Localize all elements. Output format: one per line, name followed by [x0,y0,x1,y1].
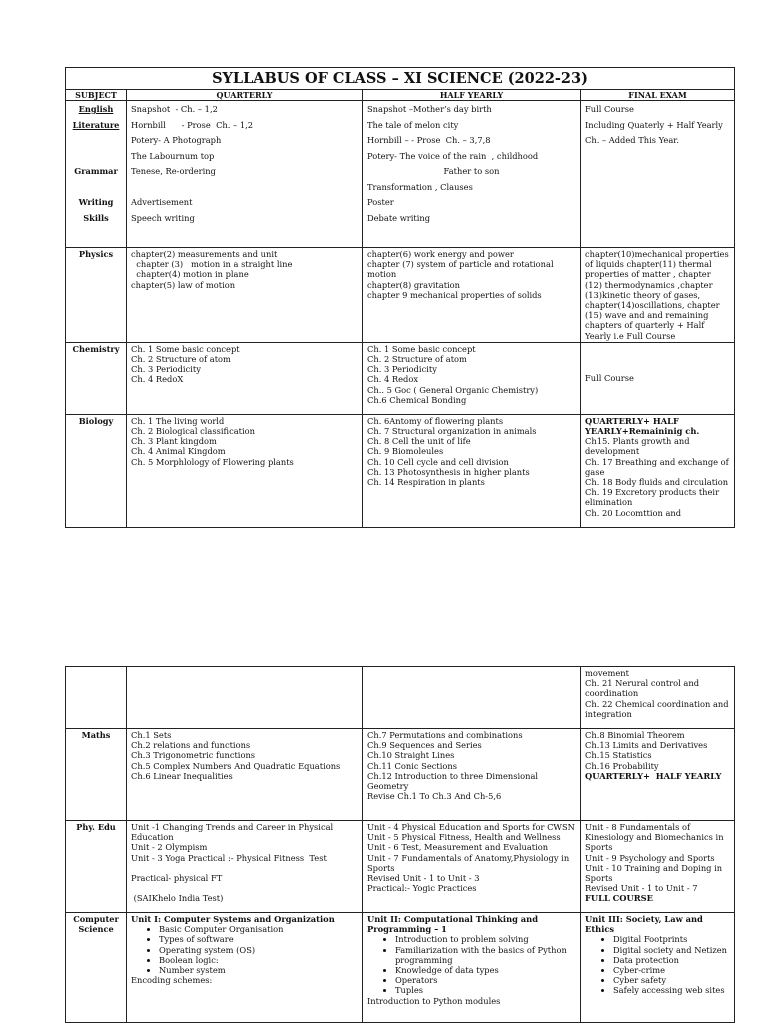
physics-half-yearly-cell: chapter(6) work energy and power chapter (7) system of particle and rotational motion chapter(8) gravitation chapter 9 mechanical properties of solids [363,248,581,343]
cs-final-list [585,934,730,995]
maths-final-cell: Ch.8 Binomial Theorem Ch.13 Limits and Derivatives Ch.15 Statistics Ch.16 Probability QUARTERLY+ HALF YEARLY [581,729,735,821]
list-item: • Operators [395,975,576,985]
biology-quarterly-cell: Ch. 1 The living world Ch. 2 Biological classification Ch. 3 Plant kingdom Ch. 4 Animal Kingdom Ch. 5 Morphlology of Flowering plants [127,414,363,527]
list-item: • Knowledge of data types [395,965,576,975]
biology-final-cell: QUARTERLY+ HALF YEARLY+Remaininig ch. Ch15. Plants growth and development Ch. 17 Breathing and exchange of gase Ch. 18 Body fluids and circulation Ch. 19 Excretory products their elimination Ch. 20 Locomttion and [581,414,735,527]
list-item: • Digital society and Netizen [613,945,730,955]
list-item: • Types of software [159,934,358,944]
cs-half-yearly-cell: Unit II: Computational Thinking and Programming – 1 • Introduction to problem solving • Familiarization with the basics of Python programming • Knowledge of data types • Operators • Tuples Introduction to Python modules [363,913,581,1023]
cs-half-yearly-list [367,934,576,995]
list-item: • Safely accessing web sites [613,985,730,995]
biology-subject-cell: Biology [66,414,127,527]
maths-half-yearly-cell: Ch.7 Permutations and combinations Ch.9 Sequences and Series Ch.10 Straight Lines Ch.11 Conic Sections Ch.12 Introduction to three Dimensional Geometry Revise Ch.1 To Ch.3 And Ch-5,6 [363,729,581,821]
list-item: • Cyber safety [613,975,730,985]
physics-subject-cell: Physics [66,248,127,343]
cs-quarterly-list [131,924,358,975]
list-item: • Cyber-crime [613,965,730,975]
row-phy-edu [66,821,735,913]
list-item: • Boolean logic: [159,955,358,965]
header-final-exam: FINAL EXAM [581,90,735,101]
row-computer-science [66,913,735,1023]
list-item: • Operating system (OS) [159,945,358,955]
chemistry-subject-cell: Chemistry [66,342,127,414]
cs-final-cell: Unit III: Society, Law and Ethics • Digital Footprints • Digital society and Netizen • Data protection • Cyber-crime • Cyber safety • Safely accessing web sites [581,913,735,1023]
cs-subject-cell: Computer Science [66,913,127,1023]
phyedu-quarterly-cell: Unit -1 Changing Trends and Career in Physical Education Unit - 2 Olympism Unit - 3 Yoga Practical :- Physical Fitness Test Practical- physical FT (SAIKhelo India Test) [127,821,363,913]
phyedu-final-cell: Unit - 8 Fundamentals of Kinesiology and Biomechanics in Sports Unit - 9 Psychology and Sports Unit - 10 Training and Doping in Sports Revised Unit - 1 to Unit - 7 FULL COURSE [581,821,735,913]
list-item: • Data protection [613,955,730,965]
row-biology [66,414,735,527]
header-quarterly: QUARTERLY [127,90,363,101]
row-biology-continued [66,667,735,729]
row-chemistry [66,342,735,414]
row-maths [66,729,735,821]
list-item: • Familiarization with the basics of Python programming [395,945,576,965]
phyedu-half-yearly-cell: Unit - 4 Physical Education and Sports for CWSN Unit - 5 Physical Fitness, Health and Wellness Unit - 6 Test, Measurement and Evaluation Unit - 7 Fundamentals of Anatomy,Physiology in Sports Revised Unit - 1 to Unit - 3 Practical:- Yogic Practices [363,821,581,913]
header-subject: SUBJECT [66,90,127,101]
row-english [66,101,735,248]
maths-quarterly-cell: Ch.1 Sets Ch.2 relations and functions Ch.3 Trigonometric functions Ch.5 Complex Numbers And Quadratic Equations Ch.6 Linear Inequalities [127,729,363,821]
english-quarterly-cell: Snapshot - Ch. – 1,2 Hornbill - Prose Ch. – 1,2 Potery- A Photograph The Labournum top Tenese, Re-ordering Advertisement Speech writing [127,101,363,248]
english-subject-cell: English Literature Grammar Writing Skills [66,101,127,248]
list-item: • Tuples [395,985,576,995]
cs-quarterly-cell: Unit I: Computer Systems and Organization • Basic Computer Organisation • Types of software • Operating system (OS) • Boolean logic: • Number system Encoding schemes: [127,913,363,1023]
page-title: SYLLABUS OF CLASS – XI SCIENCE (2022-23) [66,68,735,90]
physics-final-cell: chapter(10)mechanical properties of liquids chapter(11) thermal properties of matter , chapter (12) thermodynamics ,chapter (13)kinetic theory of gases, chapter(14)oscillations, chapter (15) wave and and remaining chapters of quarterly + Half Yearly i.e Full Course [581,248,735,343]
row-physics [66,248,735,343]
chemistry-half-yearly-cell: Ch. 1 Some basic concept Ch. 2 Structure of atom Ch. 3 Periodicity Ch. 4 Redox Ch.. 5 Goc ( General Organic Chemistry) Ch.6 Chemical Bonding [363,342,581,414]
list-item: • Number system [159,965,358,975]
list-item: • Basic Computer Organisation [159,924,358,934]
biology-final-cont-cell: movement Ch. 21 Nerural control and coordination Ch. 22 Chemical coordination and integration [581,667,735,729]
chemistry-quarterly-cell: Ch. 1 Some basic concept Ch. 2 Structure of atom Ch. 3 Periodicity Ch. 4 RedoX [127,342,363,414]
english-half-yearly-cell: Snapshot –Mother’s day birth The tale of melon city Hornbill – - Prose Ch. – 3,7,8 Potery- The voice of the rain , childhood Father to son Transformation , Clauses Poster Debate writing [363,101,581,248]
english-final-cell: Full Course Including Quaterly + Half Yearly Ch. – Added This Year. [581,101,735,248]
chemistry-final-cell: Full Course [581,342,735,414]
syllabus-table-page1 [65,67,735,528]
biology-half-yearly-cell: Ch. 6Antomy of flowering plants Ch. 7 Structural organization in animals Ch. 8 Cell the unit of life Ch. 9 Biomoleules Ch. 10 Cell cycle and cell division Ch. 13 Photosynthesis in higher plants Ch. 14 Respiration in plants [363,414,581,527]
maths-subject-cell: Maths [66,729,127,821]
physics-quarterly-cell: chapter(2) measurements and unit chapter (3) motion in a straight line chapter(4) motion in plane chapter(5) law of motion [127,248,363,343]
list-item: • Digital Footprints [613,934,730,944]
syllabus-table-page2 [65,666,735,1023]
header-half-yearly: HALF YEARLY [363,90,581,101]
phyedu-subject-cell: Phy. Edu [66,821,127,913]
list-item: • Introduction to problem solving [395,934,576,944]
